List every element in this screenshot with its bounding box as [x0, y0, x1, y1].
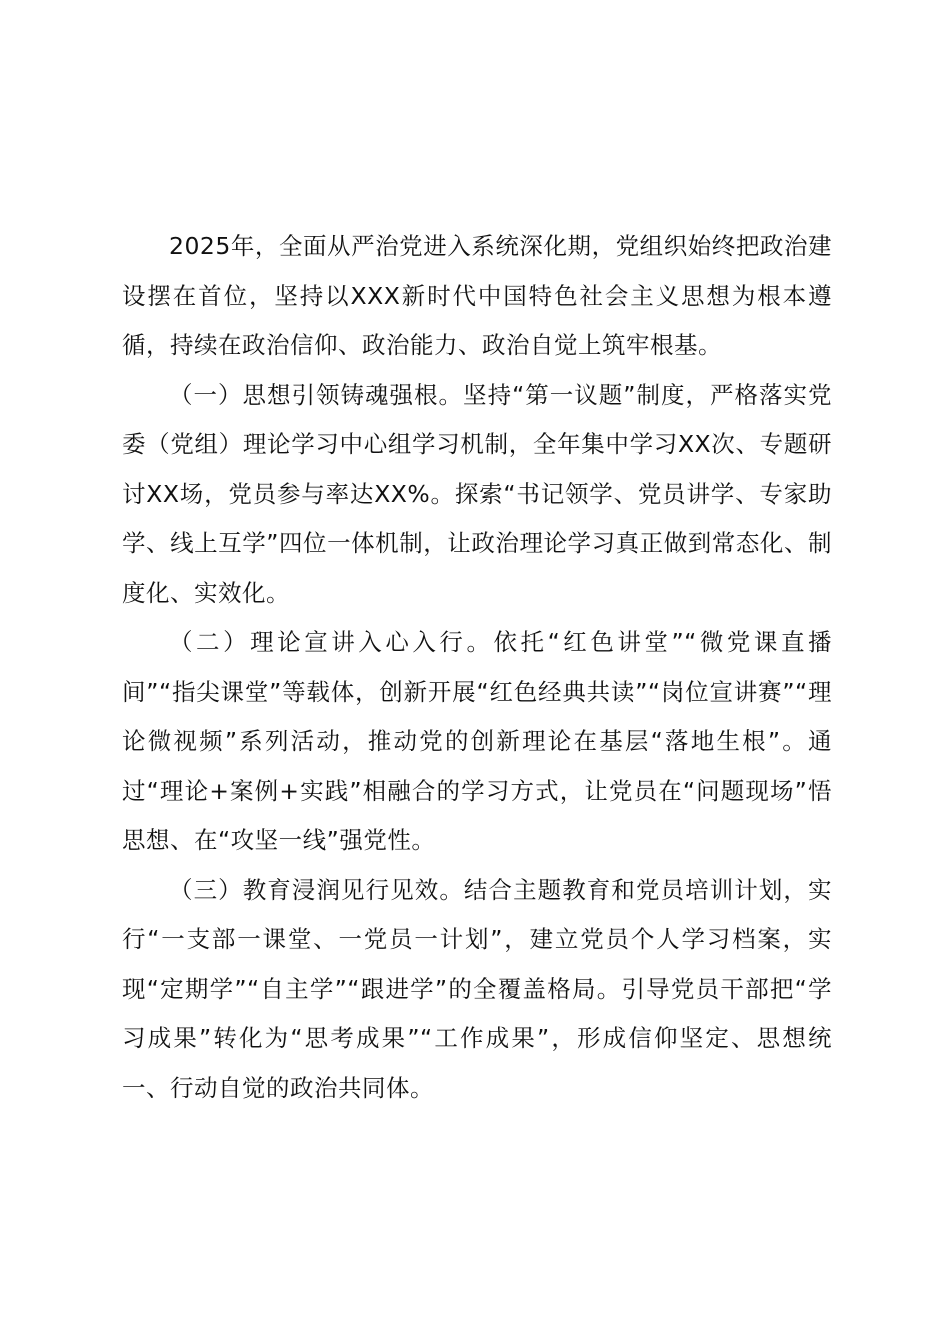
paragraph-section-3: （三）教育浸润见行见效。结合主题教育和党员培训计划，实行“一支部一课堂、一党员一计划”，建立党员个人学习档案，实现“定期学”“自主学”“跟进学”的全覆盖格局。引导党员干部把“学习成果”转化为“思考成果”“工作成果”，形成信仰坚定、思想统一、行动自觉的政治共同体。	[122, 875, 832, 1102]
paragraph-intro: 2025年，全面从严治党进入系统深化期，党组织始终把政治建设摆在首位，坚持以XXX新时代中国特色社会主义思想为根本遵循，持续在政治信仰、政治能力、政治自觉上筑牢根基。	[122, 232, 832, 359]
paragraph-section-1: （一）思想引领铸魂强根。坚持“第一议题”制度，严格落实党委（党组）理论学习中心组学习机制，全年集中学习XX次、专题研讨XX场，党员参与率达XX%。探索“书记领学、党员讲学、专家助学、线上互学”四位一体机制，让政治理论学习真正做到常态化、制度化、实效化。	[122, 380, 832, 607]
document-body	[122, 222, 832, 1113]
paragraph-section-2: （二）理论宣讲入心入行。依托“红色讲堂”“微党课直播间”“指尖课堂”等载体，创新开展“红色经典共读”“岗位宣讲赛”“理论微视频”系列活动，推动党的创新理论在基层“落地生根”。通过“理论+案例+实践”相融合的学习方式，让党员在“问题现场”悟思想、在“攻坚一线”强党性。	[122, 628, 832, 854]
